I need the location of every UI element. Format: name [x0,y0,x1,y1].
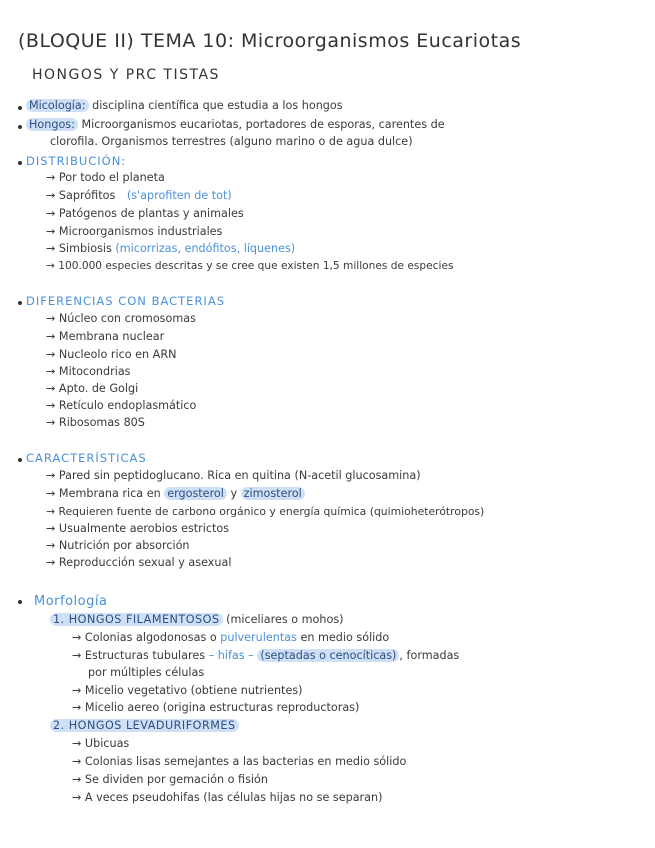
list-item: → Apto. de Golgi [46,382,139,395]
hongos-term: Hongos: [26,118,78,131]
list-item-text: → Estructuras tubulares [72,649,206,662]
list-item: → Colonias lisas semejantes a las bacterias en medio sólido [72,755,407,768]
list-item: → Micelio aereo (origina estructuras reproductoras) [72,701,360,714]
filamentosos-label: 1. HONGOS FILAMENTOSOS [50,613,223,626]
bullet-dot [18,458,22,462]
list-item: → Pared sin peptidoglucano. Rica en quitina (N-acetil glucosamina) [46,469,421,482]
ergosterol-highlight: ergosterol [164,487,227,500]
list-item: → Retículo endoplasmático [46,399,197,412]
bullet-dot [18,161,22,165]
list-item: → A veces pseudohifas (las células hijas no se separan) [72,791,383,804]
list-item: → Requieren fuente de carbono orgánico y energía química (quimioheterótropos) [46,505,485,518]
page-subtitle: HONGOS Y PRC TISTAS [32,67,220,83]
list-item [46,242,295,255]
bullet-dot [18,301,22,305]
bullet-dot [18,106,22,110]
list-item: → Ribosomas 80S [46,416,145,429]
septadas-highlight: (septadas o cenocíticas) [257,649,399,662]
list-item: → Membrana nuclear [46,330,165,343]
bullet-dot [18,600,22,604]
page-title: (BLOQUE II) TEMA 10: Microorganismos Eucariotas [18,30,522,52]
list-item: → 100.000 especies descritas y se cree que existen 1,5 millones de especies [46,260,454,272]
morfologia-heading: Morfología [34,594,108,609]
list-item [46,189,232,202]
hongos-line [26,118,445,131]
diferencias-heading: DIFERENCIAS CON BACTERIAS [26,294,225,308]
simbiosis-note: (micorrizas, endófitos, líquenes) [115,242,296,255]
hifas-text: – hifas – [208,649,254,662]
list-item: → Patógenos de plantas y animales [46,207,244,220]
list-item: → Usualmente aerobios estrictos [46,522,230,535]
hongos-definition-cont: clorofila. Organismos terrestres (alguno marino o de agua dulce) [50,135,413,148]
micologia-term: Micología: [26,99,89,112]
list-item: → Nucleolo rico en ARN [46,348,177,361]
zimosterol-highlight: zimosterol [241,487,305,500]
list-item-text: → Simbiosis [46,242,112,255]
list-item-text: en medio sólido [300,631,390,644]
filamentosos-line [50,613,344,626]
list-item: → Se dividen por gemación o fisión [72,773,268,786]
list-item: → Nutrición por absorción [46,539,190,552]
list-item-cont: por múltiples células [88,666,205,679]
list-item-text: → Saprófitos [46,189,116,202]
list-item: → Núcleo con cromosomas [46,312,196,325]
list-item: → Mitocondrias [46,365,131,378]
list-item: → Por todo el planeta [46,171,165,184]
list-item [72,649,459,662]
micologia-definition: disciplina científica que estudia a los hongos [92,99,343,112]
caracteristicas-heading: CARACTERÍSTICAS [26,451,147,465]
list-item: → Microorganismos industriales [46,225,223,238]
bullet-dot [18,125,22,129]
distribucion-heading: DISTRIBUCIÓN: [26,154,127,168]
levaduriformes-label: 2. HONGOS LEVADURIFORMES [50,719,239,732]
list-item [72,631,389,644]
pulverulentas-text: pulverulentas [220,631,297,644]
list-item-text: → Colonias algodonosas o [72,631,217,644]
membrana-line [46,487,305,500]
micologia-line [26,99,343,112]
membrana-text: → Membrana rica en [46,487,161,500]
levaduriformes-line [50,719,239,732]
hongos-definition: Microorganismos eucariotas, portadores de esporas, carentes de [81,118,445,131]
and-text: y [230,487,238,500]
saprofitos-note: (s'aprofiten de tot) [126,189,232,202]
list-item-text: , formadas [399,649,460,662]
list-item: → Micelio vegetativo (obtiene nutrientes) [72,684,303,697]
list-item: → Ubicuas [72,737,130,750]
list-item: → Reproducción sexual y asexual [46,556,232,569]
filamentosos-note: (miceliares o mohos) [226,613,344,626]
